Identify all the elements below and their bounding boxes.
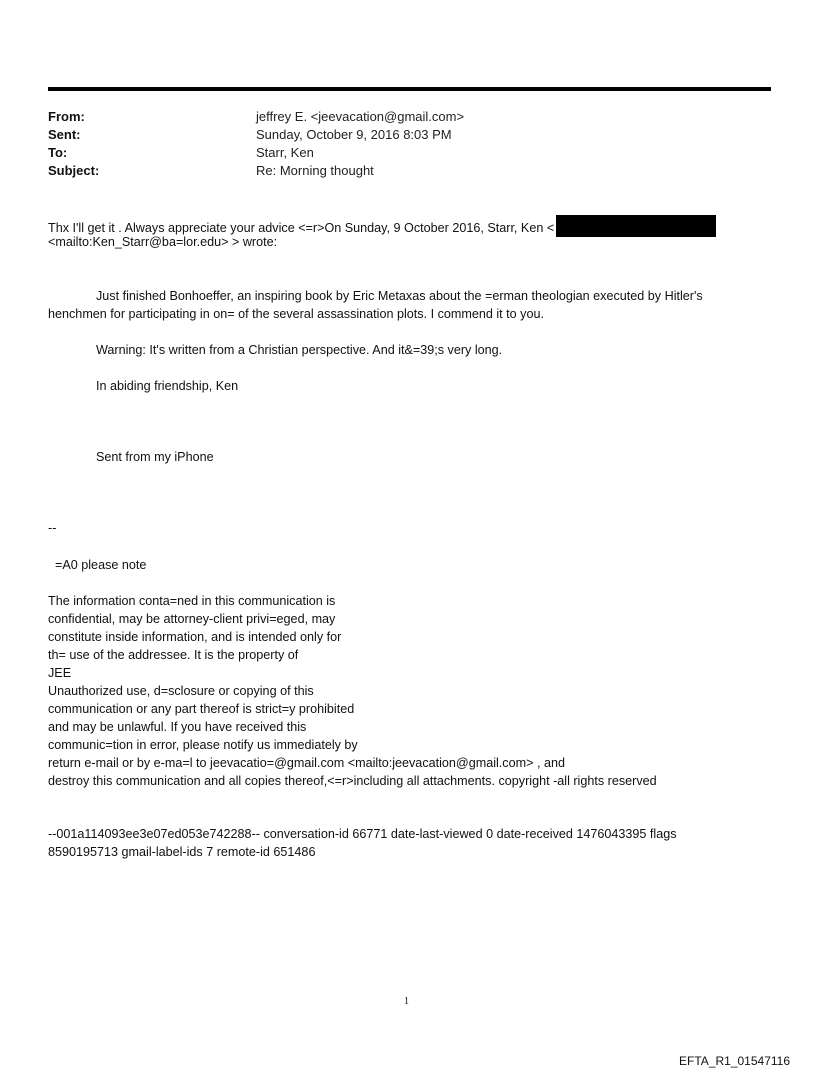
signature-note: =A0 please note: [55, 558, 147, 572]
disclaimer-line: Unauthorized use, d=sclosure or copying of this: [48, 684, 314, 698]
disclaimer-line: destroy this communication and all copies thereof,<=r>including all attachments. copyright -all rights reserved: [48, 774, 657, 788]
from-label: From:: [48, 109, 85, 124]
disclaimer-line: and may be unlawful. If you have received this: [48, 720, 307, 734]
page-number: 1: [404, 996, 409, 1007]
to-label: To:: [48, 145, 68, 160]
quote-signoff: In abiding friendship, Ken: [96, 379, 239, 393]
reply-line-2: <mailto:Ken_Starr@ba=lor.edu> > wrote:: [48, 235, 278, 249]
header-divider: [48, 87, 771, 91]
to-value: Starr, Ken: [256, 145, 314, 160]
redaction-box: [556, 215, 716, 237]
message-metadata-line-2: 8590195713 gmail-label-ids 7 remote-id 651486: [48, 845, 316, 859]
signature-dash: --: [48, 521, 57, 535]
disclaimer-line: confidential, may be attorney-client privi=eged, may: [48, 612, 336, 626]
quote-paragraph-2: Warning: It's written from a Christian perspective. And it&=39;s very long.: [96, 343, 503, 357]
subject-value: Re: Morning thought: [256, 163, 374, 178]
document-id: EFTA_R1_01547116: [679, 1054, 790, 1068]
sent-label: Sent:: [48, 127, 81, 142]
quote-paragraph-1-line-2: henchmen for participating in on= of the several assassination plots. I commend it to you.: [48, 307, 544, 321]
disclaimer-line: communic=tion in error, please notify us immediately by: [48, 738, 358, 752]
disclaimer-line: constitute inside information, and is intended only for: [48, 630, 342, 644]
disclaimer-line: communication or any part thereof is strict=y prohibited: [48, 702, 355, 716]
reply-text-1: Thx I'll get it . Always appreciate your advice <=r>On Sunday, 9 October 2016, Starr, Ken <: [48, 221, 555, 235]
disclaimer-line: The information conta=ned in this communication is: [48, 594, 336, 608]
disclaimer-line: return e-mail or by e-ma=l to jeevacatio=@gmail.com <mailto:jeevacation@gmail.com> , and: [48, 756, 565, 770]
from-value: jeffrey E. <jeevacation@gmail.com>: [256, 109, 465, 124]
quote-sent-from: Sent from my iPhone: [96, 450, 214, 464]
subject-label: Subject:: [48, 163, 100, 178]
disclaimer-line: th= use of the addressee. It is the property of: [48, 648, 299, 662]
sent-value: Sunday, October 9, 2016 8:03 PM: [256, 127, 452, 142]
disclaimer-line: JEE: [48, 666, 72, 680]
message-metadata-line-1: --001a114093ee3e07ed053e742288-- conversation-id 66771 date-last-viewed 0 date-received 1476043395 flags: [48, 827, 677, 841]
quote-paragraph-1-line-1: Just finished Bonhoeffer, an inspiring book by Eric Metaxas about the =erman theologian executed by Hitler's: [96, 289, 703, 303]
